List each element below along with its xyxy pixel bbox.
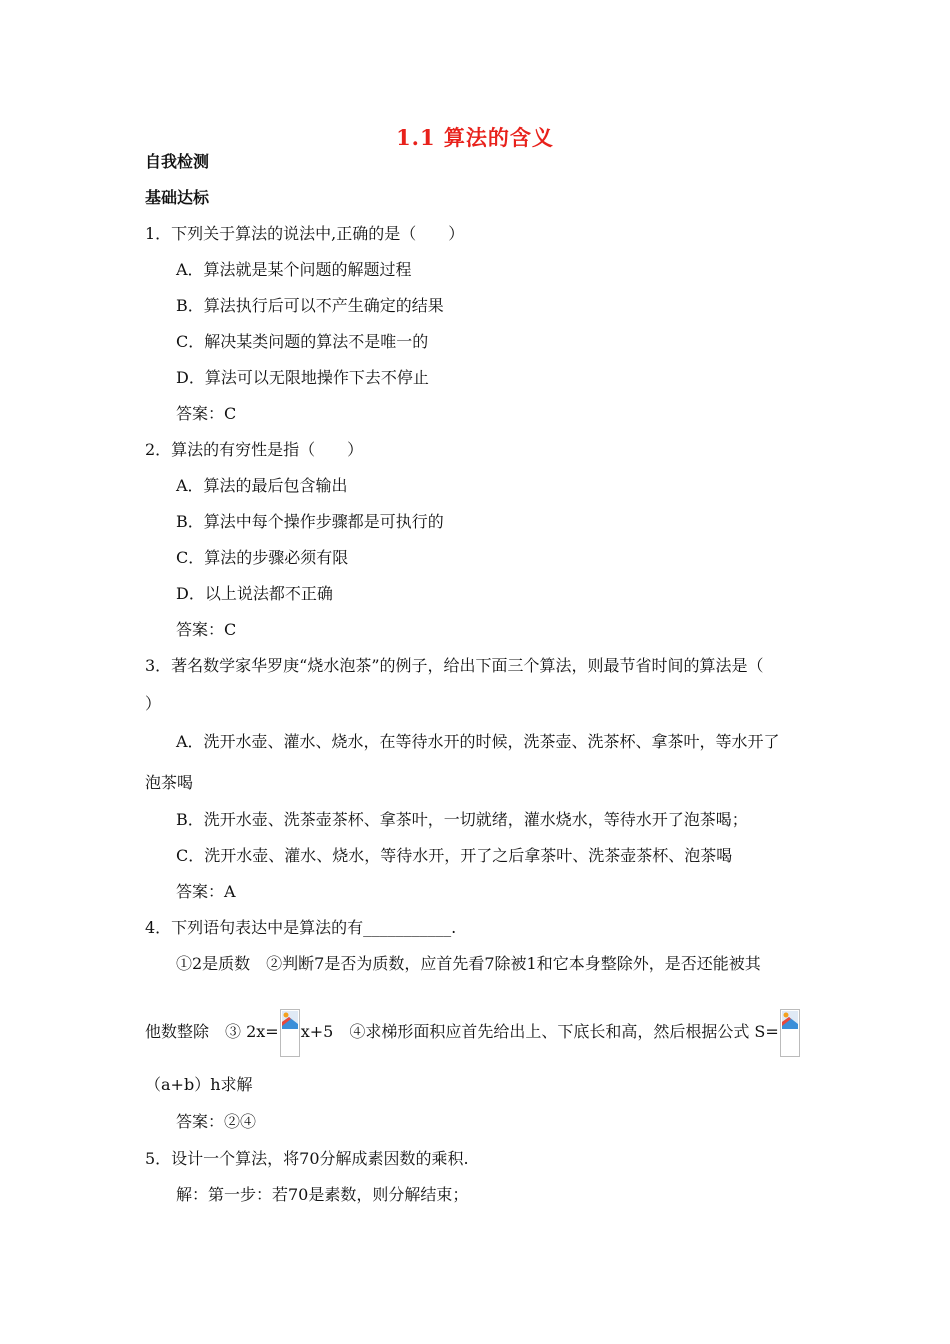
broken-image-icon <box>780 1009 800 1057</box>
q3-stem-end: ） <box>145 694 162 713</box>
q4-item-line1: ①2是质数 ②判断7是否为质数，应首先看7除被1和它本身整除外，是否还能被其 <box>176 954 761 973</box>
q5-stem: 5．设计一个算法，将70分解成素因数的乘积. <box>145 1149 469 1168</box>
q2-option-c: C．算法的步骤必须有限 <box>176 548 349 567</box>
q2-stem: 2．算法的有穷性是指（ ） <box>145 440 364 459</box>
q4-item-line2 <box>145 1008 801 1057</box>
q4-item-line2-start: 他数整除 ③ 2x= <box>145 1022 279 1041</box>
q2-option-d: D．以上说法都不正确 <box>176 584 333 603</box>
section-basics: 基础达标 <box>145 188 210 207</box>
q3-option-b: B．洗开水壶、洗茶壶茶杯、拿茶叶，一切就绪，灌水烧水，等待水开了泡茶喝； <box>176 810 748 829</box>
q4-stem: 4．下列语句表达中是算法的有___________. <box>145 918 457 937</box>
q2-answer: 答案：C <box>176 620 237 639</box>
broken-image-icon <box>782 1011 798 1029</box>
q4-item-line3: （a+b）h求解 <box>145 1075 253 1094</box>
q5-solution: 解：第一步：若70是素数，则分解结束； <box>176 1185 469 1204</box>
q1-option-d: D．算法可以无限地操作下去不停止 <box>176 368 429 387</box>
q1-option-a: A．算法就是某个问题的解题过程 <box>176 260 412 279</box>
q1-answer: 答案：C <box>176 404 237 423</box>
q1-option-b: B．算法执行后可以不产生确定的结果 <box>176 296 444 315</box>
q2-option-a: A．算法的最后包含输出 <box>176 476 348 495</box>
q4-item-line2-end: x+5 ④求梯形面积应首先给出上、下底长和高，然后根据公式 S= <box>300 1022 779 1041</box>
broken-image-icon <box>280 1009 300 1057</box>
q1-stem: 1．下列关于算法的说法中,正确的是（ ） <box>145 224 465 243</box>
q3-option-c: C．洗开水壶、灌水、烧水，等待水开，开了之后拿茶叶、洗茶壶茶杯、泡茶喝 <box>176 846 733 865</box>
broken-image-icon <box>282 1011 298 1029</box>
q3-option-a-cont: 泡茶喝 <box>145 773 194 792</box>
q3-stem: 3．著名数学家华罗庚“烧水泡茶”的例子，给出下面三个算法，则最节省时间的算法是（ <box>145 656 764 675</box>
section-self-check: 自我检测 <box>145 152 210 171</box>
q3-answer: 答案：A <box>176 882 236 901</box>
q2-option-b: B．算法中每个操作步骤都是可执行的 <box>176 512 444 531</box>
q4-answer: 答案：②④ <box>176 1112 257 1131</box>
q1-option-c: C．解决某类问题的算法不是唯一的 <box>176 332 429 351</box>
q3-option-a: A．洗开水壶、灌水、烧水，在等待水开的时候，洗茶壶、洗茶杯、拿茶叶，等水开了 <box>176 732 780 751</box>
page-title: 1.1 算法的含义 <box>396 125 554 150</box>
